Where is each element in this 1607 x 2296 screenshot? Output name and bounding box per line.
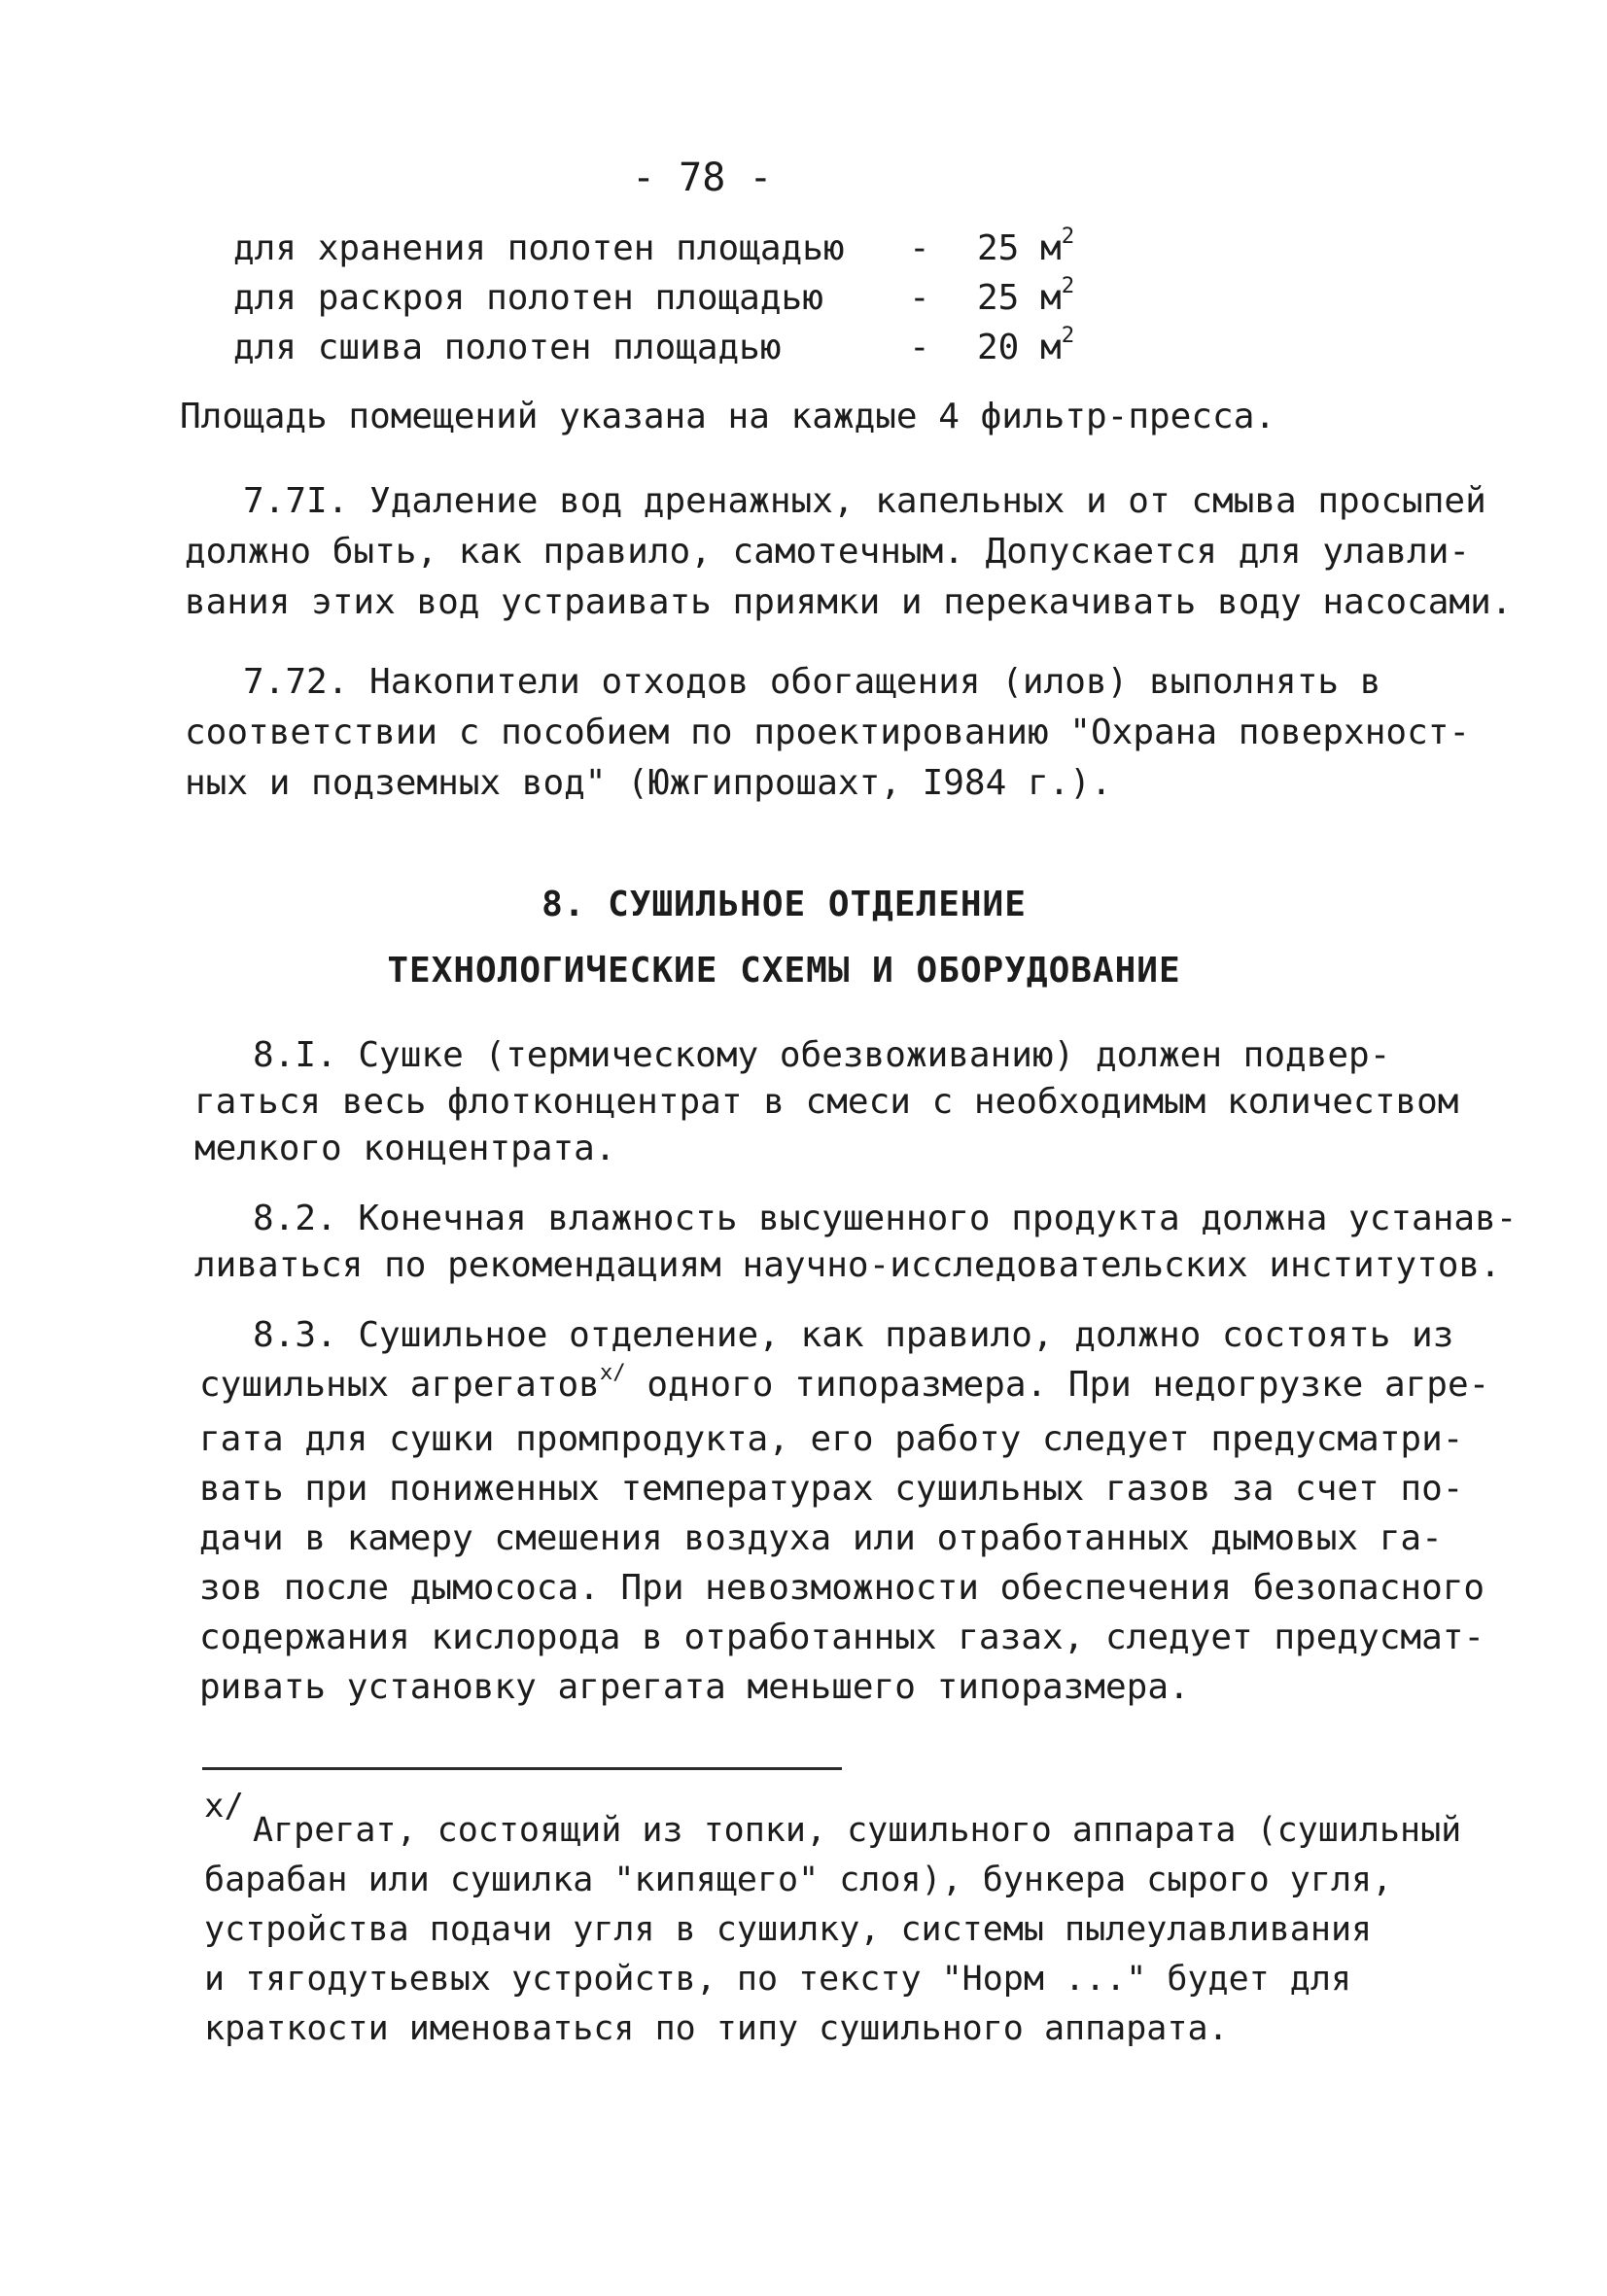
- area-list-value-storage: 25 $м^2$: [977, 224, 1075, 268]
- paragraph-line: 7.72. Накопители отходов обогащения (илов) выполнять в: [243, 662, 1381, 702]
- section-subtitle: ТЕХНОЛОГИЧЕСКИЕ СХЕМЫ И ОБОРУДОВАНИЕ: [387, 951, 1181, 991]
- paragraph-7-72: [185, 659, 1470, 807]
- paragraph-line: вания этих вод устраивать приямки и перекачивать воду насосами.: [185, 582, 1513, 622]
- footnote-line: Агрегат, состоящий из топки, сушильного аппарата (сушильный: [253, 1811, 1462, 1850]
- area-list-value-cutting: 25 $м^2$: [977, 273, 1075, 318]
- paragraph-line: 8.2. Конечная влажность высушенного продукта должна устанав-: [253, 1199, 1518, 1238]
- paragraph-line: соответствии с пособием по проектированию "Охрана поверхност-: [185, 713, 1471, 752]
- paragraph-line: 8.I. Сушке (термическому обезвоживанию) должен подвер-: [253, 1035, 1391, 1075]
- footnote-line: устройства подачи угля в сушилку, системы пылеулавливания: [204, 1910, 1373, 1949]
- paragraph-line: должно быть, как правило, самотечным. Допускается для улавли-: [185, 532, 1471, 572]
- paragraph-8-3: [199, 1310, 1489, 1712]
- paragraph-line: гаться весь флотконцентрат в смеси с необходимым количеством: [194, 1082, 1459, 1122]
- paragraph-8-1: [194, 1032, 1458, 1172]
- paragraph-line: ливаться по рекомендациям научно-исследовательских институтов.: [194, 1245, 1501, 1285]
- area-list-dash: -: [909, 278, 930, 318]
- section-title: 8. СУШИЛЬНОЕ ОТДЕЛЕНИЕ: [541, 885, 1027, 924]
- footnote-separator: [202, 1767, 842, 1770]
- area-list-value-stitching: 20 $м^2$: [977, 323, 1075, 367]
- paragraph-line: 7.7I. Удаление вод дренажных, капельных и от смыва просыпей: [243, 481, 1486, 521]
- area-list-label-storage: для хранения полотен площадью: [233, 228, 845, 268]
- paragraph-8-2: [194, 1196, 1517, 1289]
- area-list-label-stitching: для сшива полотен площадью: [233, 328, 782, 367]
- paragraph-line: гата для сушки промпродукта, его работу следует предусматри-: [199, 1419, 1464, 1459]
- page-number: - 78 -: [632, 156, 773, 200]
- paragraph-line: вать при пониженных температурах сушильных газов за счет по-: [199, 1469, 1464, 1509]
- paragraph-line: мелкого концентрата.: [194, 1129, 616, 1168]
- footnote-mark: x/: [204, 1787, 244, 1826]
- paragraph-line: ных и подземных вод" (Южгипрошахт, I984 г.).: [185, 763, 1112, 803]
- paragraph-line: дачи в камеру смешения воздуха или отработанных дымовых га-: [199, 1518, 1443, 1558]
- area-list-dash: -: [909, 228, 930, 268]
- footnote-line: барабан или сушилка "кипящего" слоя), бункера сырого угля,: [204, 1861, 1393, 1899]
- paragraph-7-71: [185, 478, 1512, 626]
- footnote-text: [204, 1806, 1461, 2054]
- paragraph-line: 8.3. Сушильное отделение, как правило, должно состоять из: [253, 1315, 1454, 1355]
- paragraph-line: содержания кислорода в отработанных газах, следует предусмат-: [199, 1618, 1485, 1657]
- area-list-dash: -: [909, 328, 930, 367]
- footnote-reference: x/: [599, 1360, 626, 1386]
- paragraph-line: ривать установку агрегата меньшего типоразмера.: [199, 1667, 1190, 1707]
- paragraph-line: сушильных агрегатов$^{x/}$ одного типоразмера. При недогрузке агре-: [199, 1360, 1490, 1405]
- area-list-label-cutting: для раскроя полотен площадью: [233, 278, 823, 318]
- paragraph-line: зов после дымососа. При невозможности обеспечения безопасного: [199, 1568, 1485, 1608]
- footnote-line: краткости именоваться по типу сушильного аппарата.: [204, 2009, 1229, 2048]
- footnote-line: и тягодутьевых устройств, по тексту "Норм ..." будет для: [204, 1960, 1352, 1999]
- area-note: Площадь помещений указана на каждые 4 фильтр-пресса.: [180, 397, 1276, 436]
